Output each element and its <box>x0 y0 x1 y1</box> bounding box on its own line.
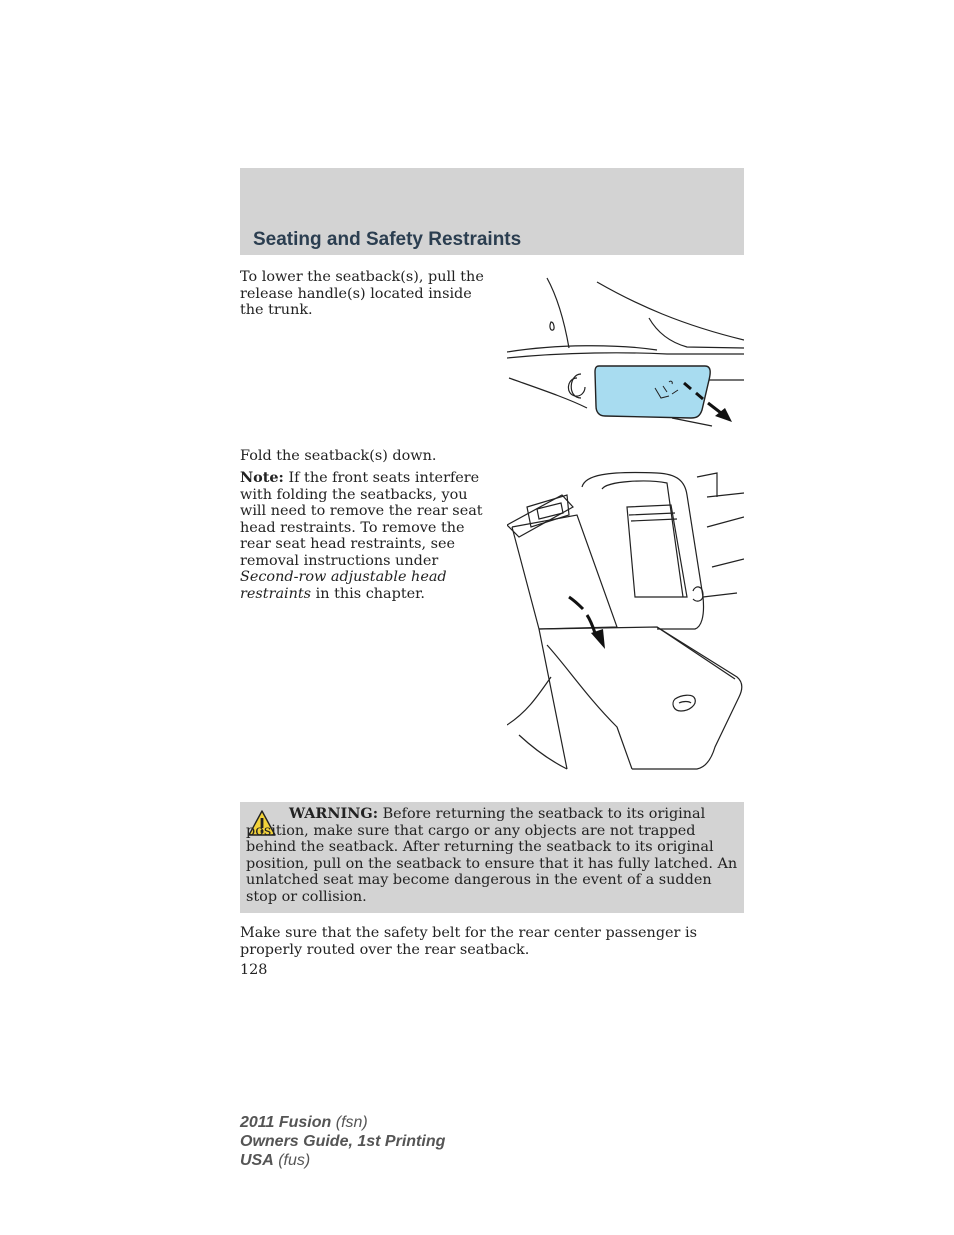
folding-seatback-illustration <box>507 467 744 772</box>
paragraph-lower-seatback: To lower the seatback(s), pull the release handle(s) located inside the trunk. <box>240 269 484 318</box>
footer-line-1 <box>240 1113 445 1132</box>
footer-market-code: (fus) <box>273 1152 311 1169</box>
release-handle-illustration <box>507 270 744 432</box>
paragraph-safety-belt: Make sure that the safety belt for the rear center passenger is properly routed over the rear seatback. <box>240 925 697 958</box>
warning-text <box>246 806 740 905</box>
footer-market: USA <box>240 1152 274 1169</box>
document-footer <box>240 1113 445 1170</box>
paragraph-fold-seatback: Fold the seatback(s) down. <box>240 448 437 464</box>
section-header-band <box>240 168 744 255</box>
page-number: 128 <box>240 962 268 978</box>
footer-line-2 <box>240 1132 445 1151</box>
warning-body: Before returning the seatback to its original position, make sure that cargo or any objects are not trapped behind the seatback. After returning the seatback to its original position, pull on the seatback to ensure that it has fully latched. An unlatched seat may become dangerous in the event of a sudden stop or collision. <box>246 806 738 905</box>
section-title: Seating and Safety Restraints <box>253 229 522 250</box>
footer-model-code: (fsn) <box>331 1114 368 1131</box>
footer-model: 2011 Fusion <box>240 1114 332 1131</box>
footer-printing: Owners Guide, 1st Printing <box>240 1133 446 1150</box>
note-text-before: If the front seats interfere with folding the seatbacks, you will need to remove the rear seat head restraints. To remove the rear seat head restraints, see removal instructions under <box>240 470 483 569</box>
release-handle <box>595 366 710 418</box>
footer-line-3 <box>240 1151 445 1170</box>
note-crossref: Second-row adjustable head restraints <box>240 569 447 602</box>
warning-box <box>240 802 744 913</box>
note-paragraph <box>240 470 490 602</box>
warning-label: WARNING: <box>289 805 379 822</box>
note-text-after: in this chapter. <box>311 585 425 602</box>
note-label: Note: <box>240 469 284 486</box>
